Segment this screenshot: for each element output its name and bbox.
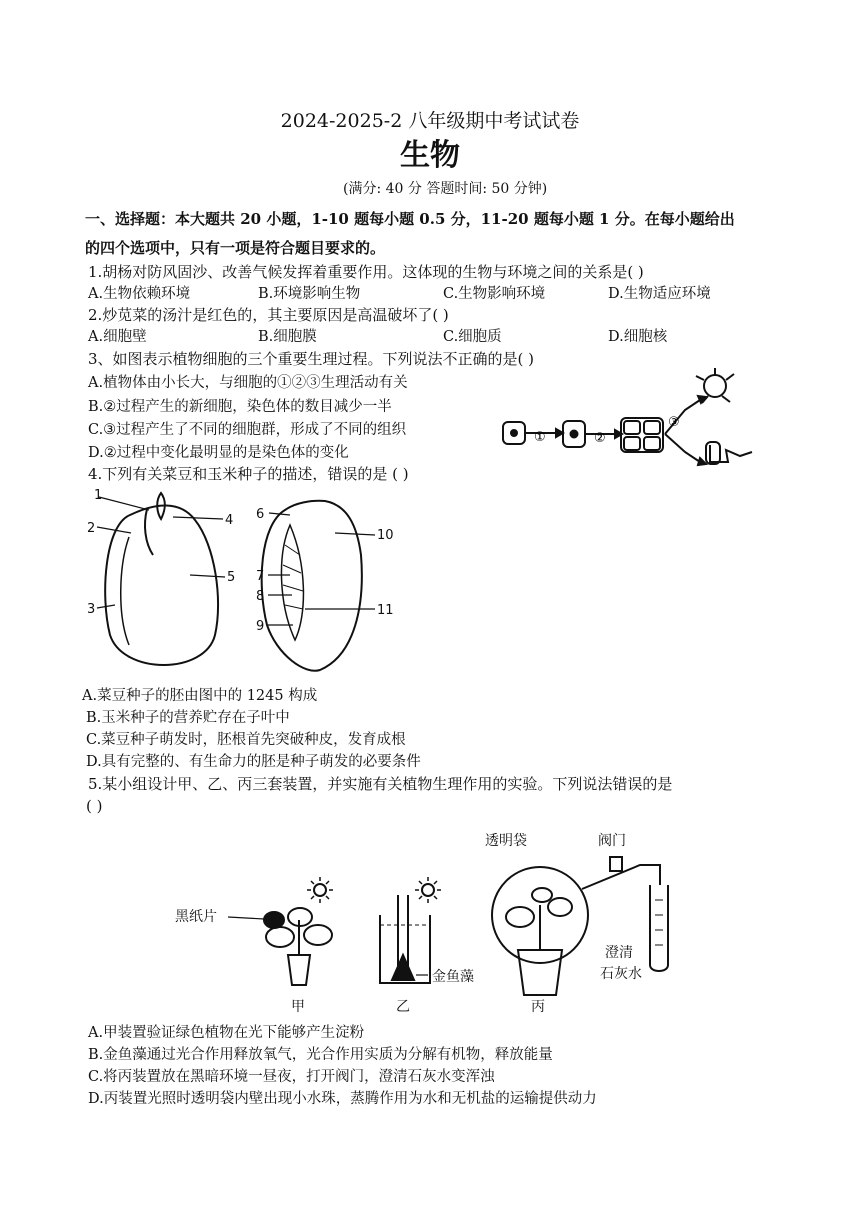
question-5-option-a: A.甲装置验证绿色植物在光下能够产生淀粉 (88, 1025, 365, 1041)
differentiated-cell-hair (710, 445, 752, 462)
question-4-stem: 4.下列有关菜豆和玉米种子的描述，错误的是 ( ) (88, 465, 409, 483)
question-5-stem-blank: ( ) (86, 797, 103, 815)
question-2-option-c: C.细胞质 (443, 329, 502, 345)
label-jia: 甲 (291, 999, 305, 1015)
experiment-figure (170, 825, 690, 1020)
question-1-option-d: D.生物适应环境 (608, 286, 711, 302)
question-4-option-c: C.菜豆种子萌发时，胚根首先突破种皮，发育成根 (86, 732, 406, 748)
question-3-stem: 3、如图表示植物细胞的三个重要生理过程。下列说法不正确的是( ) (88, 350, 535, 368)
question-5-option-c: C.将丙装置放在黑暗环境一昼夜，打开阀门，澄清石灰水变浑浊 (88, 1069, 495, 1085)
corn-seed-outline (262, 501, 362, 671)
beaker-yi (380, 895, 430, 983)
label-limewater-2: 石灰水 (600, 966, 642, 982)
question-2-stem: 2.炒苋菜的汤汁是红色的，其主要原因是高温破坏了( ) (88, 306, 449, 324)
label-bing: 丙 (531, 999, 545, 1015)
question-1-stem: 1.胡杨对防风固沙、改善气候发挥着重要作用。这体现的生物与环境之间的关系是( ) (88, 263, 644, 281)
label-goldfish-weed: 金鱼藻 (432, 969, 474, 985)
seed-label-1: 1 (94, 488, 103, 503)
label-black-paper: 黑纸片 (175, 909, 217, 925)
section-heading-line1: 一、选择题：本大题共 20 小题，1-10 题每小题 0.5 分，11-20 题每小题 1 分。在每小题给出 (85, 210, 735, 228)
process-label-3: ③ (668, 415, 680, 430)
seed-label-5: 5 (227, 570, 236, 585)
label-limewater-1: 澄清 (605, 945, 633, 961)
seed-label-6: 6 (256, 507, 265, 522)
question-5-stem: 5.某小组设计甲、乙、丙三套装置，并实施有关植物生理作用的实验。下列说法错误的是 (88, 775, 673, 793)
question-2-option-d: D.细胞核 (608, 329, 668, 345)
seed-figure (85, 485, 405, 680)
valve (610, 857, 622, 871)
question-4-option-a: A.菜豆种子的胚由图中的 1245 构成 (82, 688, 318, 704)
question-5-option-b: B.金鱼藻通过光合作用释放氧气，光合作用实质为分解有机物，释放能量 (88, 1047, 553, 1063)
seed-label-11: 11 (377, 603, 394, 618)
question-1-option-c: C.生物影响环境 (443, 286, 546, 302)
exam-title: 2024-2025-2 八年级期中考试试卷 (280, 110, 580, 132)
question-4-option-d: D.具有完整的、有生命力的胚是种子萌发的必要条件 (86, 754, 421, 770)
bean-seed-outline (105, 505, 218, 665)
black-paper-patch (264, 912, 284, 928)
question-1-option-a: A.生物依赖环境 (88, 286, 191, 302)
question-3-option-c: C.③过程产生了不同的细胞群，形成了不同的组织 (88, 422, 407, 438)
question-3-option-a: A.植物体由小长大，与细胞的①②③生理活动有关 (88, 375, 408, 391)
subject-title: 生物 (400, 138, 460, 173)
question-2-option-b: B.细胞膜 (258, 329, 317, 345)
question-4-option-b: B.玉米种子的营养贮存在子叶中 (86, 710, 290, 726)
seed-label-10: 10 (377, 528, 394, 543)
differentiated-cell-star (704, 375, 726, 397)
seed-label-9: 9 (256, 619, 265, 634)
seed-label-8: 8 (256, 589, 265, 604)
exam-meta: (满分: 40 分 答题时间: 50 分钟) (343, 181, 548, 197)
cell-process-figure (500, 370, 770, 475)
question-3-option-b: B.②过程产生的新细胞，染色体的数目减少一半 (88, 399, 392, 415)
plant-jia (228, 908, 332, 985)
seed-label-7: 7 (256, 569, 265, 584)
section-heading-line2: 的四个选项中，只有一项是符合题目要求的。 (85, 239, 386, 257)
sun-icon-yi (415, 877, 441, 903)
question-3-option-d: D.②过程中变化最明显的是染色体的变化 (88, 445, 349, 461)
process-label-1: ① (534, 430, 546, 445)
limewater-tube (650, 885, 668, 971)
question-2-option-a: A.细胞壁 (88, 329, 147, 345)
label-yi: 乙 (396, 999, 410, 1015)
label-valve: 阀门 (598, 833, 626, 849)
seed-label-2: 2 (87, 521, 96, 536)
seed-label-4: 4 (225, 513, 234, 528)
process-label-2: ② (594, 431, 606, 446)
seed-label-3: 3 (87, 602, 96, 617)
label-clear-bag: 透明袋 (485, 833, 527, 849)
question-5-option-d: D.丙装置光照时透明袋内壁出现小水珠，蒸腾作用为水和无机盐的运输提供动力 (88, 1091, 597, 1107)
sun-icon-jia (307, 877, 333, 903)
question-1-option-b: B.环境影响生物 (258, 286, 361, 302)
